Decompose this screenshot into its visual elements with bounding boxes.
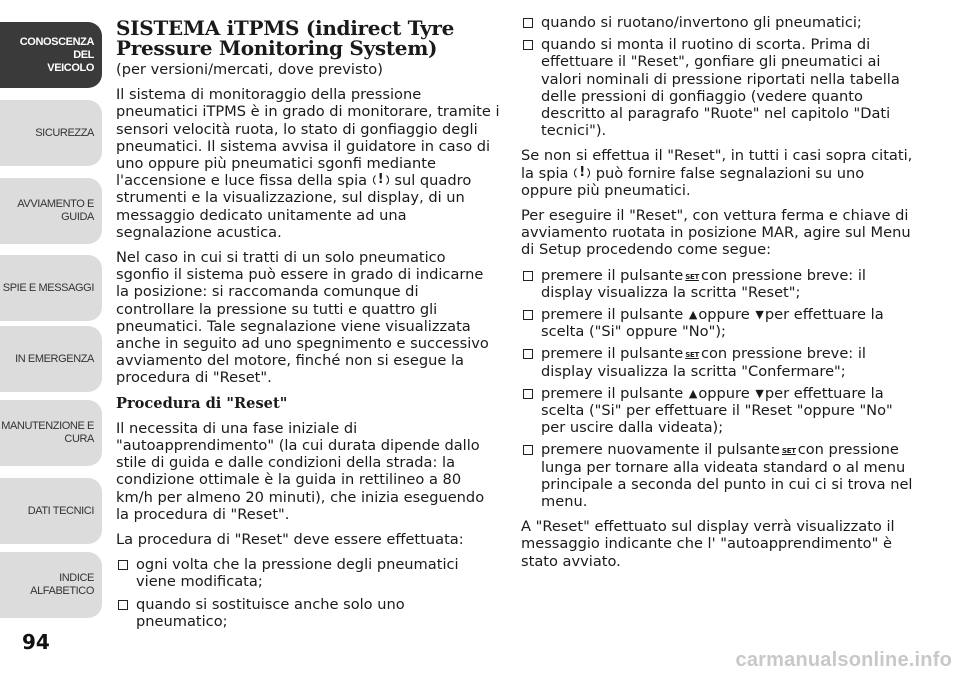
tab-label: SICUREZZA: [35, 126, 94, 139]
checkbox-bullet-icon: [118, 600, 128, 610]
text: quando si ruotano/invertono gli pneumatici;: [541, 14, 862, 31]
tab-label: AVVIAMENTO E GUIDA: [17, 198, 94, 223]
tyre-pressure-warning-icon: [373, 173, 389, 187]
subheading: Procedura di "Reset": [116, 394, 288, 412]
tab-label: INDICE ALFABETICO: [30, 572, 94, 597]
text: premere il pulsante: [541, 384, 684, 402]
down-button-icon: ▼: [755, 386, 764, 400]
tab-in-emergenza[interactable]: [0, 326, 102, 392]
tab-label: CONOSCENZA DEL VEICOLO: [19, 35, 94, 74]
checkbox-bullet-icon: [523, 271, 533, 281]
paragraph: Per eseguire il "Reset", con vettura ferma e chiave di avviamento ruotata in posizione MAR, agire sul Menu di Setup procedendo come segue:: [521, 207, 911, 259]
list-item: [116, 596, 500, 630]
text: oppure: [698, 384, 750, 402]
text: per effettuare la scelta ("Si" oppure "No");: [541, 306, 884, 341]
page-number: 94: [22, 630, 50, 654]
text: con pressione breve: il display visualizza la scritta "Confermare";: [541, 345, 866, 380]
list-item: [521, 345, 917, 379]
text: quando si monta il ruotino di scorta. Prima di effettuare il "Reset", gonfiare gli pneumatici ai valori nominali di pressione riportati nella tabella delle pressioni di gonfiaggio (vedere quanto descritto al paragrafo "Ruote" nel capitolo "Dati tecnici").: [541, 36, 900, 140]
text: Il sistema di monitoraggio della pressione pneumatici iTPMS è in grado di monitorare, tramite i sensori velocità ruota, lo stato di gonfiaggio degli pneumatici. Il sistema avvisa il guidatore in caso di uno oppure più pneumatici sgonfi mediante l'accensione e luce fissa della spia: [116, 86, 500, 190]
tab-label: SPIE E MESSAGGI: [2, 281, 94, 294]
paragraph: [116, 86, 500, 241]
text: ogni volta che la pressione degli pneumatici viene modificata;: [136, 556, 459, 591]
paragraph: [521, 147, 917, 199]
text: oppure: [698, 306, 750, 324]
tab-dati-tecnici[interactable]: [0, 478, 102, 544]
tab-spie-e-messaggi[interactable]: [0, 255, 102, 321]
section-subtitle: (per versioni/mercati, dove previsto): [116, 61, 383, 78]
list-item: [116, 556, 500, 590]
text: quando si sostituisce anche solo uno pneumatico;: [136, 595, 405, 630]
checkbox-bullet-icon: [523, 310, 533, 320]
list-item: [521, 306, 917, 340]
text: può fornire false segnalazioni su uno oppure più pneumatici.: [521, 164, 865, 199]
bullet-list: [521, 14, 917, 139]
tab-manutenzione-e-cura[interactable]: [0, 400, 102, 466]
paragraph: Nel caso in cui si tratti di un solo pneumatico sgonfio il sistema può essere in grado di indicarne la posizione: si raccomanda comunque di controllare la pressione su tutti e quattro gli pneumatici. Tale segnalazione viene visualizzata anche in seguito ad uno spegnimento e successivo avviamento del motore, finché non si esegue la procedura di "Reset".: [116, 249, 489, 387]
text: sul quadro strumenti e la visualizzazione, sul display, di un messaggio dedicato unitamente ad una segnalazione acustica.: [116, 172, 472, 241]
checkbox-bullet-icon: [523, 349, 533, 359]
list-item: [521, 441, 917, 510]
text: per effettuare la scelta ("Si" per effettuare il "Reset "oppure "No" per uscire dalla videata);: [541, 384, 893, 437]
checkbox-bullet-icon: [523, 445, 533, 455]
set-button-icon: SET: [685, 351, 699, 360]
text: premere il pulsante: [541, 345, 684, 363]
set-button-icon: SET: [685, 272, 699, 281]
right-column: [521, 14, 917, 578]
tab-label: IN EMERGENZA: [15, 352, 94, 365]
paragraph: Il necessita di una fase iniziale di "autoapprendimento" (la cui durata dipende dallo stile di guida e dalle condizioni della strada: la condizione ottimale è la guida in rettilineo a 80 km/h per almeno 20 minuti), che inizia eseguendo la procedura di "Reset".: [116, 419, 485, 523]
checkbox-bullet-icon: [523, 389, 533, 399]
tab-label: MANUTENZIONE E CURA: [1, 420, 94, 445]
list-item: [521, 14, 917, 31]
tab-sicurezza[interactable]: [0, 100, 102, 166]
text: premere il pulsante: [541, 306, 684, 324]
checkbox-bullet-icon: [523, 40, 533, 50]
tab-conoscenza-del-veicolo[interactable]: [0, 22, 102, 88]
text: premere nuovamente il pulsante: [541, 441, 781, 459]
text: con pressione lunga per tornare alla videata standard o al menu principale a seconda del punto in cui ci si trova nel menu.: [541, 441, 913, 511]
section-title: SISTEMA iTPMS (indirect Tyre Pressure Monitoring System): [116, 16, 455, 60]
text: premere il pulsante: [541, 266, 684, 284]
list-item: [521, 36, 917, 139]
up-button-icon: ▲: [688, 308, 698, 322]
steps-list: [521, 267, 917, 511]
tab-avviamento-e-guida[interactable]: [0, 178, 102, 244]
checkbox-bullet-icon: [118, 560, 128, 570]
paragraph: A "Reset" effettuato sul display verrà visualizzato il messaggio indicante che l' "autoapprendimento" è stato avviato.: [521, 518, 895, 570]
tyre-pressure-warning-icon: [574, 166, 590, 180]
chapter-sidebar: [0, 0, 104, 678]
list-item: [521, 267, 917, 301]
text: Se non si effettua il "Reset", in tutti i casi sopra citati, la spia: [521, 147, 913, 182]
list-item: [521, 385, 917, 437]
left-column: [116, 14, 500, 638]
text: con pressione breve: il display visualizza la scritta "Reset";: [541, 266, 866, 301]
checkbox-bullet-icon: [523, 18, 533, 28]
tab-label: DATI TECNICI: [27, 504, 94, 517]
set-button-icon: SET: [782, 447, 796, 456]
up-button-icon: ▲: [688, 386, 698, 400]
tab-indice-alfabetico[interactable]: [0, 552, 102, 618]
bullet-list: [116, 556, 500, 630]
down-button-icon: ▼: [755, 308, 764, 322]
watermark: carmanualsonline.info: [735, 649, 952, 671]
paragraph: La procedura di "Reset" deve essere effettuata:: [116, 531, 464, 549]
